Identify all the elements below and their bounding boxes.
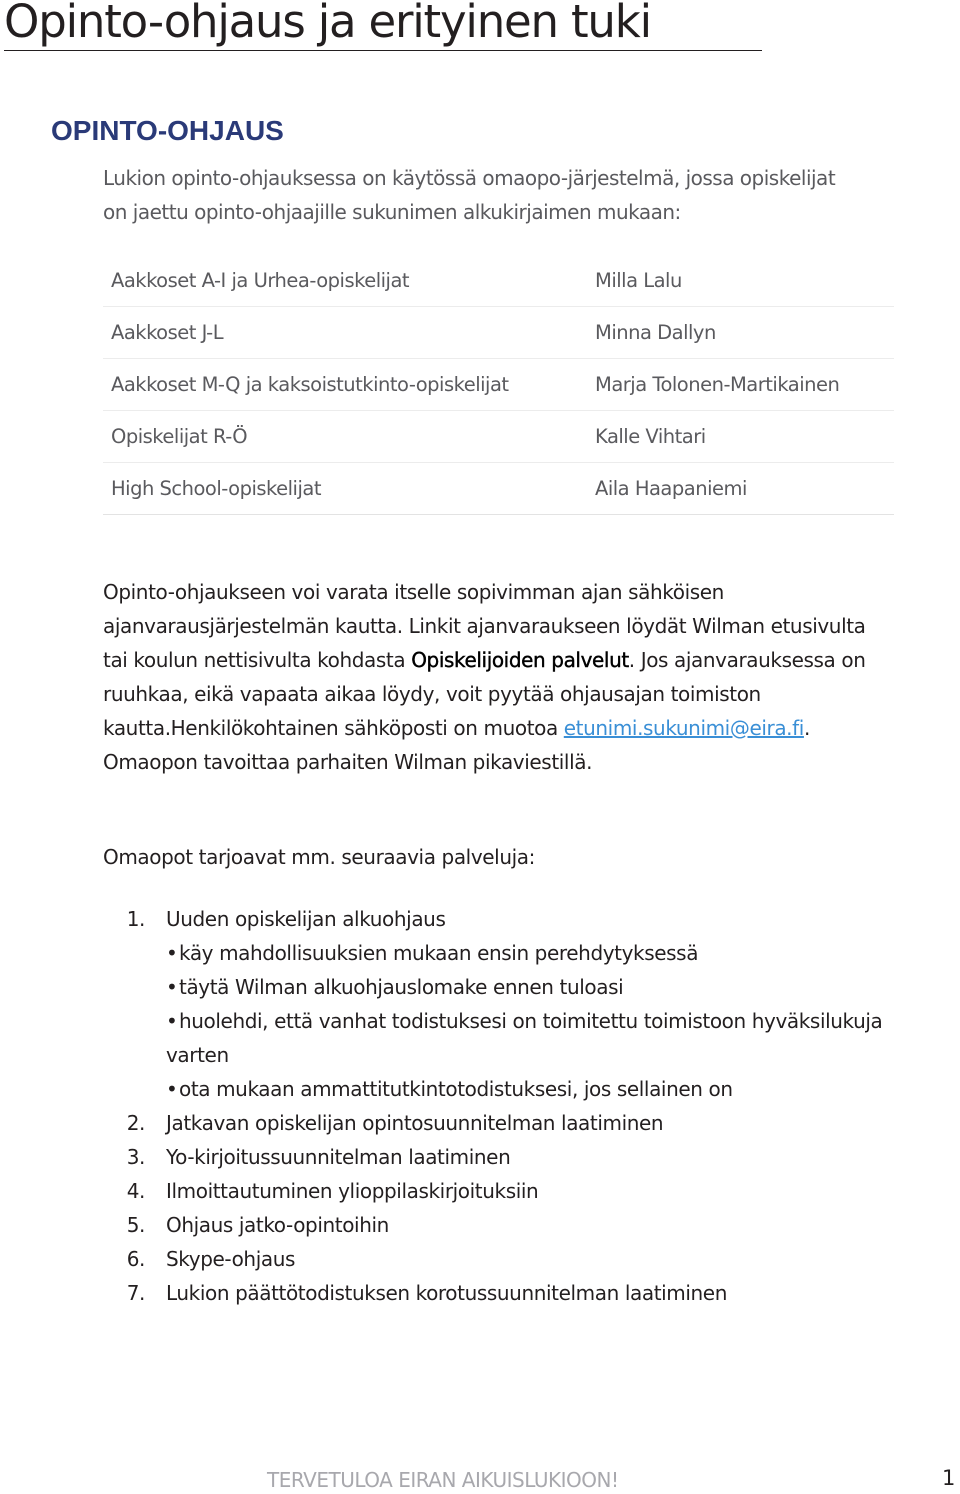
bullet-icon: • [166, 1077, 178, 1101]
footer-tagline: TERVETULOA EIRAN AIKUISLUKIOON! [267, 1468, 619, 1492]
email-link[interactable]: etunimi.sukunimi@eira.fi [563, 716, 804, 740]
bullet-icon: • [166, 1009, 178, 1033]
title-underline [4, 50, 762, 51]
student-services-label: Opiskelijoiden palvelut [411, 648, 629, 672]
section-heading: OPINTO-OHJAUS [51, 115, 284, 146]
list-item [103, 902, 883, 1106]
list-item-label: Uuden opiskelijan alkuohjaus [166, 907, 446, 931]
services-list [103, 902, 883, 1310]
table-row [103, 359, 894, 411]
bullet-icon: • [166, 941, 178, 965]
services-intro: Omaopot tarjoavat mm. seuraavia palveluja: [103, 845, 535, 869]
table-row [103, 307, 894, 359]
student-group-cell: Aakkoset A-I ja Urhea-opiskelijat [103, 255, 587, 307]
booking-text: Opinto-ohjaukseen voi varata itselle sopivimman ajan sähköisen ajanvarausjärjestelmän kautta. Linkit ajanvaraukseen löydät Wilman etusivulta tai koulun nettisivulta kohdasta [103, 580, 866, 672]
sub-list-item [166, 1004, 883, 1072]
list-number: 1. [126, 907, 145, 931]
list-item [103, 1106, 883, 1140]
counselor-name-cell: Aila Haapaniemi [587, 463, 894, 515]
page-number: 1 [942, 1466, 956, 1490]
booking-text: . Jos ajanvarauksessa on ruuhkaa, eikä vapaata aikaa löydy, voit pyytää ohjausajan toimiston kautta.Henkilökohtainen sähköposti on muotoa [103, 648, 866, 740]
sub-list-item-text: huolehdi, että vanhat todistuksesi on toimitettu toimistoon hyväksilukuja varten [166, 1009, 883, 1067]
sub-list-item-text: käy mahdollisuuksien mukaan ensin perehdytyksessä [179, 941, 699, 965]
student-group-cell: Aakkoset M-Q ja kaksoistutkinto-opiskelijat [103, 359, 587, 411]
list-number: 4. [126, 1179, 145, 1203]
sub-list-item [166, 970, 883, 1004]
list-item-label: Jatkavan opiskelijan opintosuunnitelman laatiminen [166, 1111, 664, 1135]
booking-text: . Omaopon tavoittaa parhaiten Wilman pikaviestillä. [103, 716, 810, 774]
list-number: 3. [126, 1145, 145, 1169]
student-group-cell: Aakkoset J-L [103, 307, 587, 359]
student-group-cell: High School-opiskelijat [103, 463, 587, 515]
sub-list-item [166, 1072, 883, 1106]
sub-list [166, 936, 883, 1106]
list-number: 5. [126, 1213, 145, 1237]
sub-list-item-text: täytä Wilman alkuohjauslomake ennen tuloasi [179, 975, 624, 999]
list-item-label: Yo-kirjoitussuunnitelman laatiminen [166, 1145, 511, 1169]
list-item [103, 1276, 883, 1310]
counselor-name-cell: Minna Dallyn [587, 307, 894, 359]
list-item-label: Skype-ohjaus [166, 1247, 296, 1271]
list-item [103, 1208, 883, 1242]
table-row [103, 411, 894, 463]
counselor-name-cell: Kalle Vihtari [587, 411, 894, 463]
counselor-name-cell: Milla Lalu [587, 255, 894, 307]
list-item-label: Lukion päättötodistuksen korotussuunnitelman laatiminen [166, 1281, 727, 1305]
booking-paragraph [103, 575, 883, 779]
list-item-label: Ilmoittautuminen ylioppilaskirjoituksiin [166, 1179, 539, 1203]
list-item [103, 1140, 883, 1174]
list-item [103, 1174, 883, 1208]
list-item-label: Ohjaus jatko-opintoihin [166, 1213, 389, 1237]
page-title: Opinto-ohjaus ja erityinen tuki [4, 0, 651, 48]
sub-list-item [166, 936, 883, 970]
intro-paragraph: Lukion opinto-ohjauksessa on käytössä omaopo-järjestelmä, jossa opiskelijat on jaettu opinto-ohjaajille sukunimen alkukirjaimen mukaan: [103, 166, 836, 224]
student-group-cell: Opiskelijat R-Ö [103, 411, 587, 463]
list-item [103, 1242, 883, 1276]
list-number: 2. [126, 1111, 145, 1135]
sub-list-item-text: ota mukaan ammattitutkintotodistuksesi, jos sellainen on [179, 1077, 733, 1101]
table-row [103, 463, 894, 515]
list-number: 7. [126, 1281, 145, 1305]
list-number: 6. [126, 1247, 145, 1271]
counselor-name-cell: Marja Tolonen-Martikainen [587, 359, 894, 411]
bullet-icon: • [166, 975, 178, 999]
counselor-table [103, 255, 894, 515]
table-row [103, 255, 894, 307]
